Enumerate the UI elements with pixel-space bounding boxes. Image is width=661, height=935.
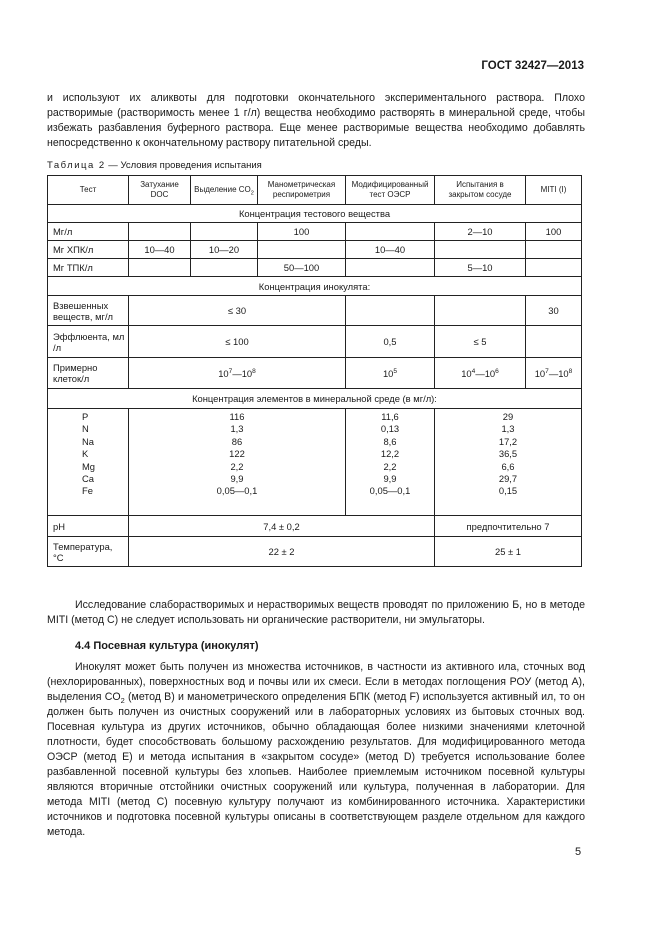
table-row: pH 7,4 ± 0,2 предпочтительно 7 [48,516,582,537]
element-b-2: 8,6 [383,435,397,447]
element-c-1: 1,3 [501,423,515,435]
elements-block [48,409,582,516]
header-manometric: Манометрическая респирометрия [258,176,346,205]
table-row: Мг ХПК/л 10—40 10—20 10—40 [48,241,582,259]
conditions-table [47,175,582,567]
element-el-3: K [82,448,89,460]
table-caption-prefix: Таблица 2 [47,160,106,171]
section-heading: 4.4 Посевная культура (инокулят) [75,640,259,652]
intro-paragraph: и используют их аликвоты для подготовки окончательного экспериментального раствора. Плохо растворимые (растворимость менее 1 г/л) вещества необходимо растворять в минеральной среде, чтобы избежать разбавления буферного раствора. Еще менее растворимые вещества необходимо добавлять непосредственно к окончательному раствору питательной среды. [47,92,585,149]
element-values-closed [435,409,582,516]
element-b-6: 0,05—0,1 [369,485,411,497]
element-b-5: 9,9 [383,473,397,485]
header-test: Тест [48,176,129,205]
element-el-6: Fe [82,485,93,497]
element-a-5: 9,9 [230,473,244,485]
element-a-6: 0,05—0,1 [216,485,258,497]
element-el-4: Mg [82,460,96,472]
section-inoculum: Концентрация инокулята: [48,277,582,296]
element-values-a [129,409,346,516]
element-el-0: P [82,411,89,422]
inoculum-paragraph: Инокулят может быть получен из множества источников, в частности из активного ила, сточных вод (нехлорированных), поверхностных вод и почвы или их смеси. Если в методах поглощения РОУ (метод А), выделения $CO_2$ (метод В) и манометрического определения БПК (метод F) используется активный ил, то он должен быть получен из очистных сооружений или в лабораторных условиях из бытовых сточных вод. Посевная культура из других источников, обычно обладающая более низкими значениями клеточной плотности, будет способствовать большому расхождению результатов. Для модифицированного метода ОЭСР (метод Е) и метода испытания в «закрытом сосуде» (метод D) требуется использование более разбавленной посевной культуры без хлопьев. Наиболее приемлемым источником посевной культуры являются вторичные отстойники очистных сооружений или культура, полученная в лаборатории. Для метода MITI (метод С) посевную культуру получают из комбинированного источника. Характеристики источников и подготовка посевной культуры описаны в соответствующем разделе отдельном для каждого метода. [47,661,586,838]
header-closed-bottle: Испытания в закрытом сосуде [435,176,526,205]
element-a-2: 86 [231,435,243,447]
element-c-4: 6,6 [501,460,515,472]
table-row: Мг/л 100 2—10 100 [48,223,582,241]
element-c-5: 29,7 [498,473,518,485]
element-c-0: 29 [502,411,514,422]
element-a-4: 2,2 [230,460,244,472]
table-row: Эффлюента, мл /л ≤ 100 0,5 ≤ 5 [48,326,582,358]
header-doc: Затухание DOC [129,176,191,205]
element-c-2: 17,2 [498,435,518,447]
table-row: Мг ТПК/л 50—100 5—10 [48,259,582,277]
element-a-3: 122 [229,448,245,460]
element-b-0: 11,6 [381,411,399,422]
section-mineral-medium: Концентрация элементов в минеральной среде (в мг/л): [48,389,582,409]
table-row: Температура, °C 22 ± 2 25 ± 1 [48,537,582,567]
table-row: Примерно клеток/л $10^7—10^8$ $10^5$ $10^4—10^6$ $10^7—10^8$ [48,358,582,389]
element-b-1: 0,13 [380,423,400,435]
section-test-substance: Концентрация тестового вещества [48,205,582,223]
element-el-2: Na [82,435,94,447]
element-names [48,409,129,516]
element-a-0: 116 [229,411,245,422]
table-row: Взвешенных веществ, мг/л ≤ 30 30 [48,296,582,326]
element-a-1: 1,3 [230,423,244,435]
table-header-row [48,176,582,205]
header-miti: MITI (I) [526,176,582,205]
element-el-1: N [82,423,89,435]
element-values-oecd [346,409,435,516]
document-id: ГОСТ 32427—2013 [481,60,584,72]
after-table-paragraph: Исследование слаборастворимых и нерастворимых веществ проводят по приложению Б, но в методе MITI (метод С) не следует использовать ни органические растворители, ни эмульгаторы. [47,599,585,626]
header-co2: Выделение $CO_2$ [191,176,258,205]
element-c-3: 36,5 [498,448,518,460]
header-oecd: Модифицированный тест ОЭСР [346,176,435,205]
element-b-4: 2,2 [383,460,397,472]
page-number: 5 [575,846,582,858]
table-caption [47,160,262,171]
table-caption-text: — Условия проведения испытания [105,160,262,171]
element-c-6: 0,15 [498,485,518,497]
element-el-5: Ca [82,473,94,485]
element-b-3: 12,2 [380,448,400,460]
